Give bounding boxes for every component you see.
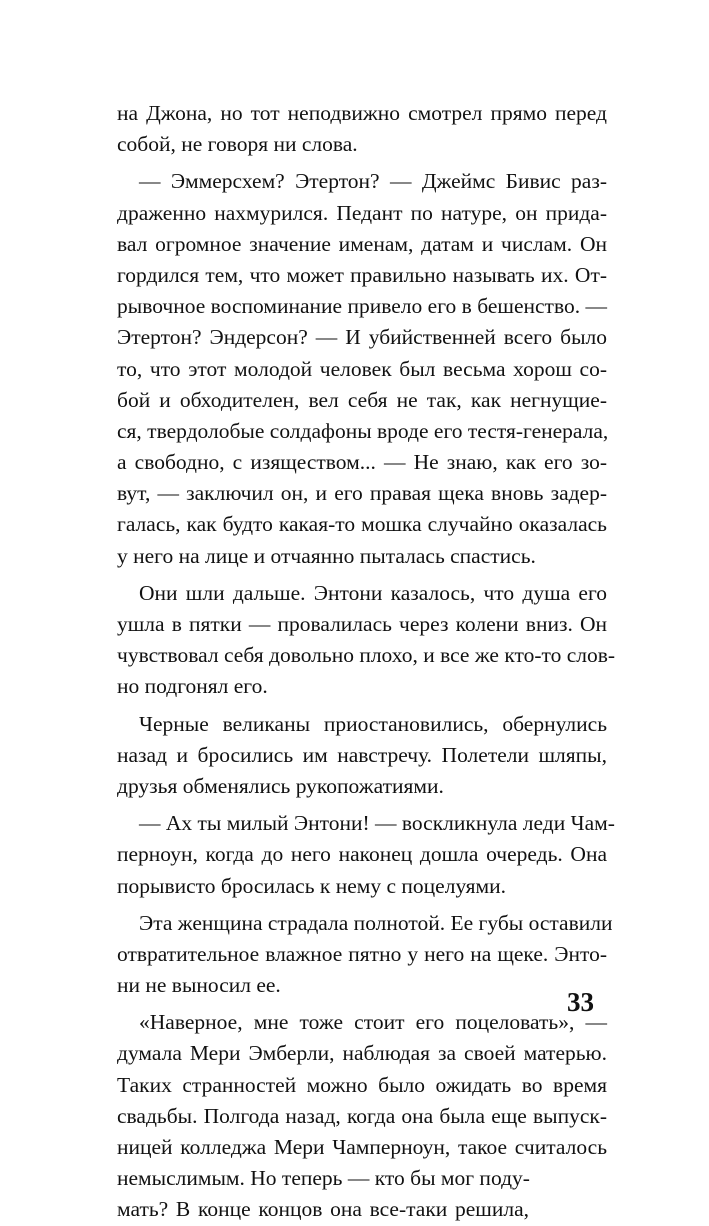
text-line: а свободно, с изяществом... — Не знаю, как его зо- — [117, 450, 607, 475]
text-line: но подгонял его. — [117, 674, 268, 699]
text-line: ницей колледжа Мери Чамперноун, такое считалось — [117, 1135, 607, 1159]
text-line: Таких странностей можно было ожидать во время — [117, 1072, 607, 1097]
paragraph — [117, 1007, 607, 1225]
text-line: то, что этот молодой человек был весьма хорош со- — [117, 356, 607, 381]
text-line: отвратительное влажное пятно у него на щеке. Энто- — [117, 941, 607, 966]
text-line: чувствовал себя довольно плохо, и все же кто-то слов- — [117, 643, 616, 668]
text-line: Эта женщина страдала полнотой. Ее губы оставили — [139, 910, 613, 935]
paragraph — [117, 709, 607, 803]
text-line: мать? В конце концов она все-таки решила, — [117, 1197, 529, 1222]
text-line: назад и бросились им навстречу. Полетели шляпы, — [117, 742, 607, 767]
text-line: собой, не говоря ни слова. — [117, 132, 358, 157]
page-number: 33 — [567, 987, 594, 1017]
text-line: гордился тем, что может правильно называть их. От- — [117, 262, 607, 287]
paragraph — [117, 908, 613, 1002]
text-line: свадьбы. Полгода назад, когда она была еще выпуск- — [117, 1103, 607, 1128]
text-line: галась, как будто какая-то мошка случайно оказалась — [117, 512, 607, 537]
text-line: ушла в пятки — провалилась через колени вниз. Он — [117, 612, 607, 636]
text-line: у него на лице и отчаянно пыталась спастись. — [117, 543, 536, 568]
text-line: «Наверное, мне тоже стоит его поцеловать», — — [139, 1010, 607, 1035]
paragraph — [117, 166, 607, 571]
text-line: рывочное воспоминание привело его в бешенство. — — [117, 294, 607, 319]
text-line: — Ах ты милый Энтони! — воскликнула леди Чам- — [139, 811, 615, 836]
text-line: драженно нахмурился. Педант по натуре, он прида- — [117, 200, 607, 225]
text-line: друзья обменялись рукопожатиями. — [117, 773, 444, 798]
text-line: ся, твердолобые солдафоны вроде его тестя-генерала, — [117, 418, 609, 443]
text-line: — Эммерсхем? Этертон? — Джеймс Бивис раз- — [139, 169, 607, 194]
paragraph — [117, 578, 616, 703]
text-line: ни не выносил ее. — [117, 973, 281, 998]
text-line: бой и обходителен, вел себя не так, как негнущие- — [117, 387, 607, 412]
paragraph — [117, 808, 615, 902]
text-line: вал огромное значение именам, датам и числам. Он — [117, 231, 607, 256]
text-line: вут, — заключил он, и его правая щека вновь задер- — [117, 481, 607, 506]
text-line: порывисто бросилась к нему с поцелуями. — [117, 873, 507, 898]
text-line: на Джона, но тот неподвижно смотрел прямо перед — [117, 101, 607, 125]
text-line: Черные великаны приостановились, обернулись — [139, 711, 607, 736]
text-line: Этертон? Эндерсон? — И убийственней всего было — [117, 325, 607, 350]
page-text — [117, 98, 616, 1226]
text-line: Они шли дальше. Энтони казалось, что душа его — [139, 580, 607, 605]
text-line: немыслимым. Но теперь — кто бы мог поду- — [117, 1166, 530, 1191]
paragraph — [117, 98, 607, 160]
text-line: перноун, когда до него наконец дошла очередь. Она — [117, 842, 607, 867]
text-line: думала Мери Эмберли, наблюдая за своей матерью. — [117, 1041, 607, 1066]
